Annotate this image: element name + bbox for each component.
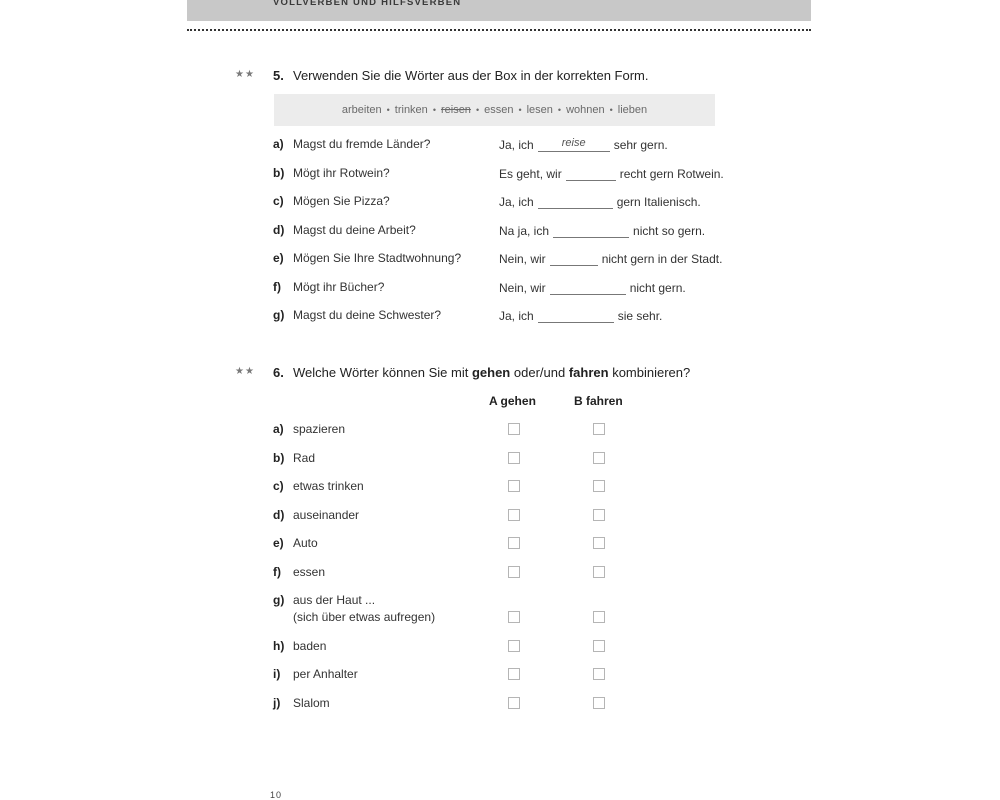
item-label: e) — [273, 536, 284, 550]
exercise-5-item — [0, 280, 1000, 298]
item-label: a) — [273, 422, 284, 436]
item-label: h) — [273, 639, 285, 653]
item-question: Mögt ihr Bücher? — [293, 280, 385, 294]
exercise-5-instruction: Verwenden Sie die Wörter aus der Box in der korrekten Form. — [293, 68, 649, 83]
answer-blank[interactable] — [553, 223, 629, 238]
answer-prefix: Ja, ich — [499, 309, 534, 323]
item-label: f) — [273, 280, 281, 294]
exercise-6-item — [0, 696, 1000, 714]
exercise-6-item — [0, 422, 1000, 440]
exercise-5-item — [0, 166, 1000, 184]
exercise-5-item — [0, 223, 1000, 241]
instruction-keyword-gehen: gehen — [471, 365, 511, 380]
checkbox-fahren[interactable] — [593, 611, 605, 623]
item-answer-line — [499, 251, 722, 266]
item-label: g) — [273, 593, 285, 607]
item-text: essen — [293, 565, 326, 579]
bullet-separator: • — [518, 105, 522, 115]
checkbox-fahren[interactable] — [593, 452, 605, 464]
answer-prefix: Na ja, ich — [499, 224, 550, 238]
item-text: auseinander — [293, 508, 360, 522]
checkbox-fahren[interactable] — [593, 480, 605, 492]
answer-prefix: Es geht, wir — [499, 167, 562, 181]
bullet-separator: • — [386, 105, 390, 115]
checkbox-gehen[interactable] — [508, 452, 520, 464]
item-label: d) — [273, 223, 285, 237]
checkbox-fahren[interactable] — [593, 537, 605, 549]
answer-prefix: Ja, ich — [499, 138, 534, 152]
checkbox-fahren[interactable] — [593, 640, 605, 652]
exercise-5-item — [0, 137, 1000, 155]
checkbox-gehen[interactable] — [508, 640, 520, 652]
exercise-6-instruction — [293, 365, 690, 380]
column-header-fahren: B fahren — [574, 394, 623, 408]
item-question: Magst du deine Schwester? — [293, 308, 442, 322]
page-number: 10 — [270, 790, 283, 800]
item-label: a) — [273, 137, 284, 151]
answer-blank[interactable]: reise — [538, 137, 610, 152]
item-text: Rad — [293, 451, 316, 465]
item-label: i) — [273, 667, 281, 681]
checkbox-gehen[interactable] — [508, 537, 520, 549]
checkbox-fahren[interactable] — [593, 509, 605, 521]
column-header-gehen: A gehen — [489, 394, 536, 408]
answer-prefix: Nein, wir — [499, 252, 546, 266]
answer-suffix: nicht gern. — [629, 281, 686, 295]
word-box — [274, 94, 715, 126]
exercise-6-item-continued — [0, 610, 1000, 628]
answer-suffix: nicht gern in der Stadt. — [601, 252, 723, 266]
checkbox-fahren[interactable] — [593, 668, 605, 680]
box-word-used: reisen — [440, 104, 471, 116]
item-text: per Anhalter — [293, 667, 358, 681]
instruction-part: oder/und — [513, 365, 566, 380]
item-text: spazieren — [293, 422, 346, 436]
exercise-6-number: 6. — [273, 365, 284, 380]
item-text: baden — [293, 639, 327, 653]
item-question: Mögen Sie Ihre Stadtwohnung? — [293, 251, 462, 265]
exercise-5-item — [0, 251, 1000, 269]
answer-blank[interactable] — [550, 280, 626, 295]
item-text: etwas trinken — [293, 479, 364, 493]
box-word: trinken — [394, 104, 428, 116]
item-answer-line — [499, 166, 724, 181]
exercise-5-item — [0, 308, 1000, 326]
answer-suffix: recht gern Rotwein. — [619, 167, 724, 181]
answer-suffix: nicht so gern. — [633, 224, 706, 238]
item-label: j) — [273, 696, 281, 710]
dotted-divider — [187, 29, 811, 31]
item-text-line2: (sich über etwas aufregen) — [293, 610, 436, 624]
item-label: b) — [273, 166, 285, 180]
chapter-title: VOLLVERBEN UND HILFSVERBEN — [273, 0, 462, 8]
answer-suffix: sie sehr. — [617, 309, 663, 323]
bullet-separator: • — [475, 105, 480, 115]
answer-blank[interactable] — [566, 166, 616, 181]
box-word: lieben — [617, 104, 648, 116]
answer-blank[interactable] — [538, 194, 613, 209]
difficulty-stars-ex6: ★★ — [235, 366, 255, 377]
exercise-6-item — [0, 508, 1000, 526]
item-label: d) — [273, 508, 285, 522]
checkbox-gehen[interactable] — [508, 668, 520, 680]
box-word: lesen — [526, 104, 553, 116]
checkbox-fahren[interactable] — [593, 423, 605, 435]
item-label: b) — [273, 451, 285, 465]
item-label: f) — [273, 565, 281, 579]
item-label: g) — [273, 308, 285, 322]
item-text: Auto — [293, 536, 318, 550]
chapter-header-bar — [187, 0, 811, 21]
exercise-5-number: 5. — [273, 68, 284, 83]
answer-prefix: Ja, ich — [499, 195, 534, 209]
instruction-part: Welche Wörter können Sie mit — [293, 365, 469, 380]
difficulty-stars-ex5: ★★ — [235, 69, 255, 80]
item-label: c) — [273, 194, 284, 208]
instruction-keyword-fahren: fahren — [568, 365, 609, 380]
box-word: wohnen — [566, 104, 605, 116]
item-answer-line — [499, 280, 686, 295]
answer-prefix: Nein, wir — [499, 281, 546, 295]
answer-blank[interactable] — [538, 308, 614, 323]
checkbox-gehen[interactable] — [508, 480, 520, 492]
answer-suffix: gern Italienisch. — [616, 195, 701, 209]
bullet-separator: • — [557, 105, 562, 115]
exercise-5-item — [0, 194, 1000, 212]
checkbox-fahren[interactable] — [593, 566, 605, 578]
item-question: Magst du deine Arbeit? — [293, 223, 416, 237]
item-question: Mögen Sie Pizza? — [293, 194, 390, 208]
item-label: e) — [273, 251, 284, 265]
item-answer-line — [499, 137, 668, 152]
checkbox-gehen[interactable] — [508, 509, 520, 521]
exercise-6-item — [0, 667, 1000, 685]
bullet-separator: • — [432, 105, 436, 115]
exercise-6-item — [0, 479, 1000, 497]
item-answer-line — [499, 223, 705, 238]
item-answer-line — [499, 308, 662, 323]
checkbox-gehen[interactable] — [508, 611, 520, 623]
checkbox-gehen[interactable] — [508, 566, 520, 578]
exercise-6-item — [0, 536, 1000, 554]
checkbox-gehen[interactable] — [508, 423, 520, 435]
box-word: arbeiten — [341, 104, 382, 116]
answer-blank[interactable] — [550, 251, 598, 266]
checkbox-fahren[interactable] — [593, 697, 605, 709]
item-text: Slalom — [293, 696, 330, 710]
item-label: c) — [273, 479, 284, 493]
answer-suffix: sehr gern. — [613, 138, 668, 152]
checkbox-gehen[interactable] — [508, 697, 520, 709]
item-text: aus der Haut ... — [293, 593, 376, 607]
bullet-separator: • — [609, 105, 613, 115]
exercise-6-item — [0, 593, 1000, 611]
exercise-6-item — [0, 451, 1000, 469]
box-word: essen — [484, 104, 514, 116]
item-question: Magst du fremde Länder? — [293, 137, 431, 151]
instruction-part: kombinieren? — [612, 365, 691, 380]
exercise-6-item — [0, 639, 1000, 657]
exercise-6-item — [0, 565, 1000, 583]
item-answer-line — [499, 194, 701, 209]
item-question: Mögt ihr Rotwein? — [293, 166, 390, 180]
